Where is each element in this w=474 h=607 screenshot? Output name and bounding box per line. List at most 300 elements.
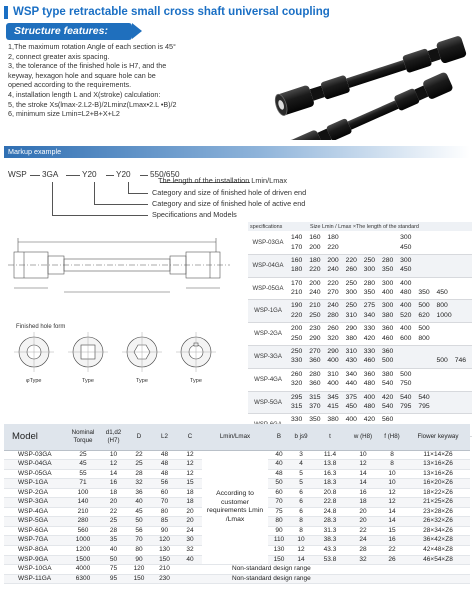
spec-value: 210 [309,302,321,310]
feature-item: 6, minimum size Lmin=L2+B+X+L2 [8,109,120,119]
table-cell: WSP-10GA [4,565,66,575]
table-row [4,574,470,584]
table-cell: 13×16×Z6 [406,469,470,479]
table-cell: 50 [100,555,127,565]
spec-value: 360 [381,347,394,355]
table-cell: 8 [290,517,312,527]
non-standard-note: Non-standard design range [202,574,470,584]
spec-line [291,289,455,296]
spec-value: 180 [327,234,339,241]
spec-value: 450 [345,403,357,411]
spec-value: 330 [291,416,303,424]
markup-leader [128,182,129,193]
markup-leader [128,193,148,194]
spec-value: 210 [291,289,303,297]
table-cell: 60 [268,488,290,498]
spec-value: 310 [345,311,357,319]
spec-line [291,280,418,287]
table-cell: 11×14×Z6 [406,450,470,460]
spec-value: 300 [381,302,394,310]
spec-value: 540 [400,393,412,401]
spec-value: 380 [327,416,339,424]
table-cell: 20 [100,498,127,508]
spec-value: 170 [291,243,303,251]
spec-value: 280 [309,370,321,378]
spec-value: 220 [309,266,321,274]
spec-value: 350 [381,266,394,274]
spec-value: 460 [363,357,376,365]
table-cell: 40 [178,555,202,565]
table-cell: 1500 [66,555,100,565]
feature-item: 2, connect greater axis spacing. [8,51,110,61]
title-accent-mark [4,6,8,19]
table-cell: 46×54×Z8 [406,555,470,565]
non-standard-note: Non-standard design range [202,565,470,575]
feature-list [8,42,253,119]
spec-value: 520 [400,311,412,319]
table-cell: 25 [127,460,151,470]
col-lmin-lmax: Lmin/Lmax [202,424,268,450]
table-cell: 16.3 [312,469,348,479]
table-cell: 31.3 [312,526,348,536]
markup-example-heading: Markup example [8,147,62,156]
spec-value: 260 [345,266,357,274]
table-cell: 13×16×Z6 [406,460,470,470]
table-cell: 110 [268,536,290,546]
feature-item: keyway, hexagon hole and square hole can be [8,70,156,80]
spec-value: 420 [363,416,376,424]
table-cell: WSP-8GA [4,545,66,555]
spec-value: 160 [291,256,303,264]
table-row [4,565,470,575]
table-cell: 60 [151,488,178,498]
table-cell: 4000 [66,565,100,575]
spec-value: 250 [363,256,376,264]
feature-item: 5, the stroke Xs(lmax-2.L2-B)/2Lminz(Lmax•2.L •B)/2 [8,99,177,109]
spec-line [291,266,418,273]
col-b: b js9 [290,424,312,450]
table-cell: 40 [268,450,290,460]
table-cell: 1200 [66,545,100,555]
table-cell: WSP-3GA [4,498,66,508]
markup-leader [52,215,148,216]
table-cell: 18 [178,498,202,508]
spec-value: 500 [400,370,412,378]
spec-value: 240 [327,302,339,310]
table-cell: 50 [127,517,151,527]
spec-value: 450 [436,289,448,297]
table-cell: 90 [151,526,178,536]
table-cell: 15 [178,479,202,489]
col-torque: Nominal Torque [66,424,100,450]
table-cell: 1000 [66,536,100,546]
table-cell: 30 [178,536,202,546]
markup-leader [52,182,53,215]
table-cell: 28 [127,469,151,479]
table-cell: 4 [290,460,312,470]
spec-value: 295 [291,393,303,401]
feature-item: 4, installation length L and X(stroke) calculation: [8,89,161,99]
table-cell: 20 [178,507,202,517]
table-cell: 26 [378,555,406,565]
table-cell: 16 [378,536,406,546]
table-cell: 21×25×Z6 [406,498,470,508]
table-cell: 36×42×Z8 [406,536,470,546]
table-cell: WSP-05GA [4,469,66,479]
table-cell: 24.8 [312,507,348,517]
spec-row [248,232,472,255]
table-cell: WSP-6GA [4,526,66,536]
markup-code-length: 550/650 [150,170,180,179]
table-cell: 5 [290,469,312,479]
spec-value: 350 [418,289,430,297]
spec-value: 240 [327,266,339,274]
table-cell: 80 [268,517,290,527]
spec-value: 795 [418,403,430,411]
spec-value: 540 [418,393,430,401]
spec-value: 345 [327,393,339,401]
spec-line [291,244,418,251]
table-cell: 40 [268,460,290,470]
spec-value: 400 [381,289,394,297]
structure-features-banner [6,23,132,40]
spec-value: 300 [363,266,376,274]
col-flower-keyway: Flower keyway [406,424,470,450]
table-cell: 120 [151,536,178,546]
spec-value: 260 [291,370,303,378]
spec-value: 290 [327,347,339,355]
spec-value: 380 [381,370,394,378]
spec-value: 180 [309,256,321,264]
table-cell: WSP-03GA [4,450,66,460]
spec-value: 500 [381,357,394,365]
table-cell: 14 [100,469,127,479]
table-cell: WSP-7GA [4,536,66,546]
table-cell: 10 [378,479,406,489]
table-cell: 18 [348,498,378,508]
hole-type-hex: Type [136,378,148,384]
table-cell: 55 [66,469,100,479]
spec-value: 420 [381,393,394,401]
markup-code-driven-hole: Y20 [116,170,131,179]
spec-model: WSP-03GA [252,240,284,246]
spec-value: 330 [363,347,376,355]
spec-value: 270 [327,289,339,297]
table-cell: 6300 [66,574,100,584]
table-cell: 10 [348,450,378,460]
spec-value: 746 [454,357,467,365]
spec-model: WSP-5GA [254,399,282,406]
table-cell: 22 [100,507,127,517]
spec-value: 375 [345,393,357,401]
spec-value: 200 [291,325,303,333]
table-cell: 18 [178,488,202,498]
spec-value: 330 [363,325,376,333]
table-cell: 38.3 [312,536,348,546]
spec-row [248,346,472,369]
table-cell [178,574,202,584]
spec-value: 400 [400,279,412,287]
spec-value: 275 [363,302,376,310]
spec-value: 450 [400,243,412,251]
table-cell: 48 [151,450,178,460]
col-w: w (H8) [348,424,378,450]
spec-line [291,234,418,241]
spec-value: 400 [400,302,412,310]
spec-model: WSP-1GA [254,308,282,315]
table-cell: 70 [127,536,151,546]
spec-model: WSP-04GA [252,262,284,269]
spec-line [291,371,418,378]
table-cell: 35 [100,536,127,546]
table-cell: 20 [348,507,378,517]
table-cell: 15 [378,526,406,536]
spec-value: 620 [418,311,430,319]
spec-value: 170 [291,279,303,287]
table-cell: 45 [127,507,151,517]
table-cell: 25 [100,517,127,527]
spec-value: 360 [381,325,394,333]
table-cell: 28×34×Z6 [406,526,470,536]
col-t: t [312,424,348,450]
col-C: C [178,424,202,450]
table-cell: 40 [127,498,151,508]
markup-desc-active-hole: Category and size of finished hole of active end [152,199,306,208]
spec-value: 360 [363,370,376,378]
table-cell: 210 [66,507,100,517]
spec-value: 180 [291,266,303,274]
table-cell: 150 [151,555,178,565]
table-cell: 6 [290,488,312,498]
table-cell: 12 [178,460,202,470]
table-cell: 43.3 [312,545,348,555]
spec-value: 795 [400,403,412,411]
table-cell: 8 [378,450,406,460]
table-row [4,450,470,460]
markup-code-active-hole: Y20 [82,170,97,179]
table-cell: WSP-1GA [4,479,66,489]
table-cell: 12 [178,450,202,460]
spec-table-header [248,222,472,231]
markup-desc-length: The length of the installation Lmin/Lmax [158,176,287,185]
markup-code-series: WSP [8,170,27,179]
table-cell: 13.8 [312,460,348,470]
table-cell: 56 [127,526,151,536]
table-cell: 12 [378,488,406,498]
spec-value: 220 [327,243,339,251]
spec-line [291,302,455,309]
spec-value: 420 [363,334,376,342]
spec-value: 300 [345,289,357,297]
table-cell: WSP-4GA [4,507,66,517]
markup-dash [66,175,80,176]
spec-value: 500 [418,325,430,333]
table-cell: 80 [127,545,151,555]
spec-row [248,300,472,323]
table-cell: WSP-5GA [4,517,66,527]
feature-item: 3, the tolerance of the finished hole is H7, and the [8,61,167,71]
spec-value: 450 [400,266,412,274]
markup-leader [94,182,95,204]
col-model: Model [4,424,66,450]
markup-desc-model: Specifications and Models [152,210,237,219]
spec-value: 190 [291,302,303,310]
table-cell: 14 [290,555,312,565]
spec-value: 500 [418,302,430,310]
spec-value: 250 [345,279,357,287]
table-cell: 20.8 [312,488,348,498]
table-cell: 25 [66,450,100,460]
spec-line [291,357,473,364]
spec-model: WSP-4GA [254,376,282,383]
spec-value: 220 [345,256,357,264]
spec-value: 315 [309,393,321,401]
spec-header-size: Size Lmin / Lmax ×The length of the standard [310,223,419,230]
table-cell: 32 [178,545,202,555]
spec-value: 220 [291,311,303,319]
table-cell: 130 [151,545,178,555]
structure-features-heading: Structure features: [14,25,108,37]
spec-value: 280 [327,311,339,319]
markup-dash [106,175,114,176]
table-cell: 28 [348,545,378,555]
table-cell: WSP-9GA [4,555,66,565]
spec-value: 480 [400,289,412,297]
table-cell: 3 [290,450,312,460]
hole-type-keyway: Type [190,378,202,384]
spec-value: 320 [327,334,339,342]
spec-model: WSP-05GA [252,285,284,292]
table-cell: 14 [348,469,378,479]
dimension-table-header [4,424,470,450]
spec-value: 400 [400,325,412,333]
spec-value: 360 [309,380,321,388]
table-cell: 53.8 [312,555,348,565]
table-cell: 150 [127,574,151,584]
col-d1d2: d1,d2 (H7) [100,424,127,450]
markup-leader [94,204,148,205]
markup-desc-driven-hole: Category and size of finished hole of driven end [152,188,307,197]
table-cell: WSP-04GA [4,460,66,470]
spec-value: 750 [400,380,412,388]
spec-model: WSP-3GA [254,353,282,360]
table-cell: 140 [66,498,100,508]
table-cell: 50 [268,479,290,489]
spec-line [291,403,437,410]
spec-row [248,255,472,278]
table-cell: 90 [268,526,290,536]
col-B: B [268,424,290,450]
markup-example [8,162,468,224]
dimension-table-body [4,450,470,584]
table-cell: 48 [151,460,178,470]
spec-value: 280 [363,279,376,287]
table-cell: 14 [348,479,378,489]
table-cell: 12 [348,460,378,470]
table-cell: 16 [100,479,127,489]
table-cell: 12 [378,498,406,508]
table-cell: 24 [178,526,202,536]
spec-value: 200 [309,243,321,251]
spec-value: 260 [327,325,339,333]
spec-value: 200 [309,279,321,287]
table-cell: 210 [151,565,178,575]
col-D: D [127,424,151,450]
table-cell: 14 [378,507,406,517]
table-cell: 75 [100,565,127,575]
spec-row [248,323,472,346]
spec-value: 340 [345,370,357,378]
table-cell: 12 [178,469,202,479]
markup-dash [140,175,148,176]
spec-value: 480 [363,403,376,411]
hole-type-phi: φType [26,378,42,384]
spec-value: 415 [327,403,339,411]
table-cell: 16 [348,488,378,498]
spec-line [291,335,437,342]
spec-value: 250 [291,334,303,342]
spec-line [291,348,400,355]
spec-value: 500 [436,357,448,365]
spec-value: 310 [345,347,357,355]
table-cell: 18.3 [312,479,348,489]
spec-line [291,380,418,387]
page-title: WSP type retractable small cross shaft universal coupling [13,6,330,18]
table-cell: 22 [127,450,151,460]
table-cell: 5 [290,479,312,489]
table-cell: 16×20×Z6 [406,479,470,489]
table-cell: WSP-11GA [4,574,66,584]
spec-value: 370 [309,403,321,411]
spec-value: 380 [381,311,394,319]
spec-line [291,394,437,401]
table-cell: 45 [66,460,100,470]
table-cell: 32 [348,555,378,565]
table-cell: 48 [151,469,178,479]
spec-line [291,325,437,332]
table-cell [178,565,202,575]
table-cell: 120 [127,565,151,575]
dimension-table [4,424,470,584]
table-cell: 28.3 [312,517,348,527]
spec-value: 540 [381,403,394,411]
table-cell: 560 [66,526,100,536]
table-cell: 71 [66,479,100,489]
spec-value: 290 [345,325,357,333]
spec-line [291,416,400,423]
spec-line [291,312,455,319]
table-cell: 10 [290,536,312,546]
table-cell: 70 [268,498,290,508]
table-cell: 22 [348,526,378,536]
table-cell: 11.4 [312,450,348,460]
table-cell: 12 [290,545,312,555]
spec-row [248,392,472,415]
spec-value: 560 [381,416,394,424]
spec-value: 800 [418,334,430,342]
spec-value: 350 [309,416,321,424]
table-cell: 26×32×Z6 [406,517,470,527]
table-cell: 20 [348,517,378,527]
spec-value: 160 [309,234,321,241]
spec-value: 240 [309,289,321,297]
markup-code-model: 3GA [42,170,59,179]
coupling-product-image [253,22,471,140]
col-L2: L2 [151,424,178,450]
spec-value: 440 [345,380,357,388]
table-cell: 20 [178,517,202,527]
table-cell: 22 [378,545,406,555]
